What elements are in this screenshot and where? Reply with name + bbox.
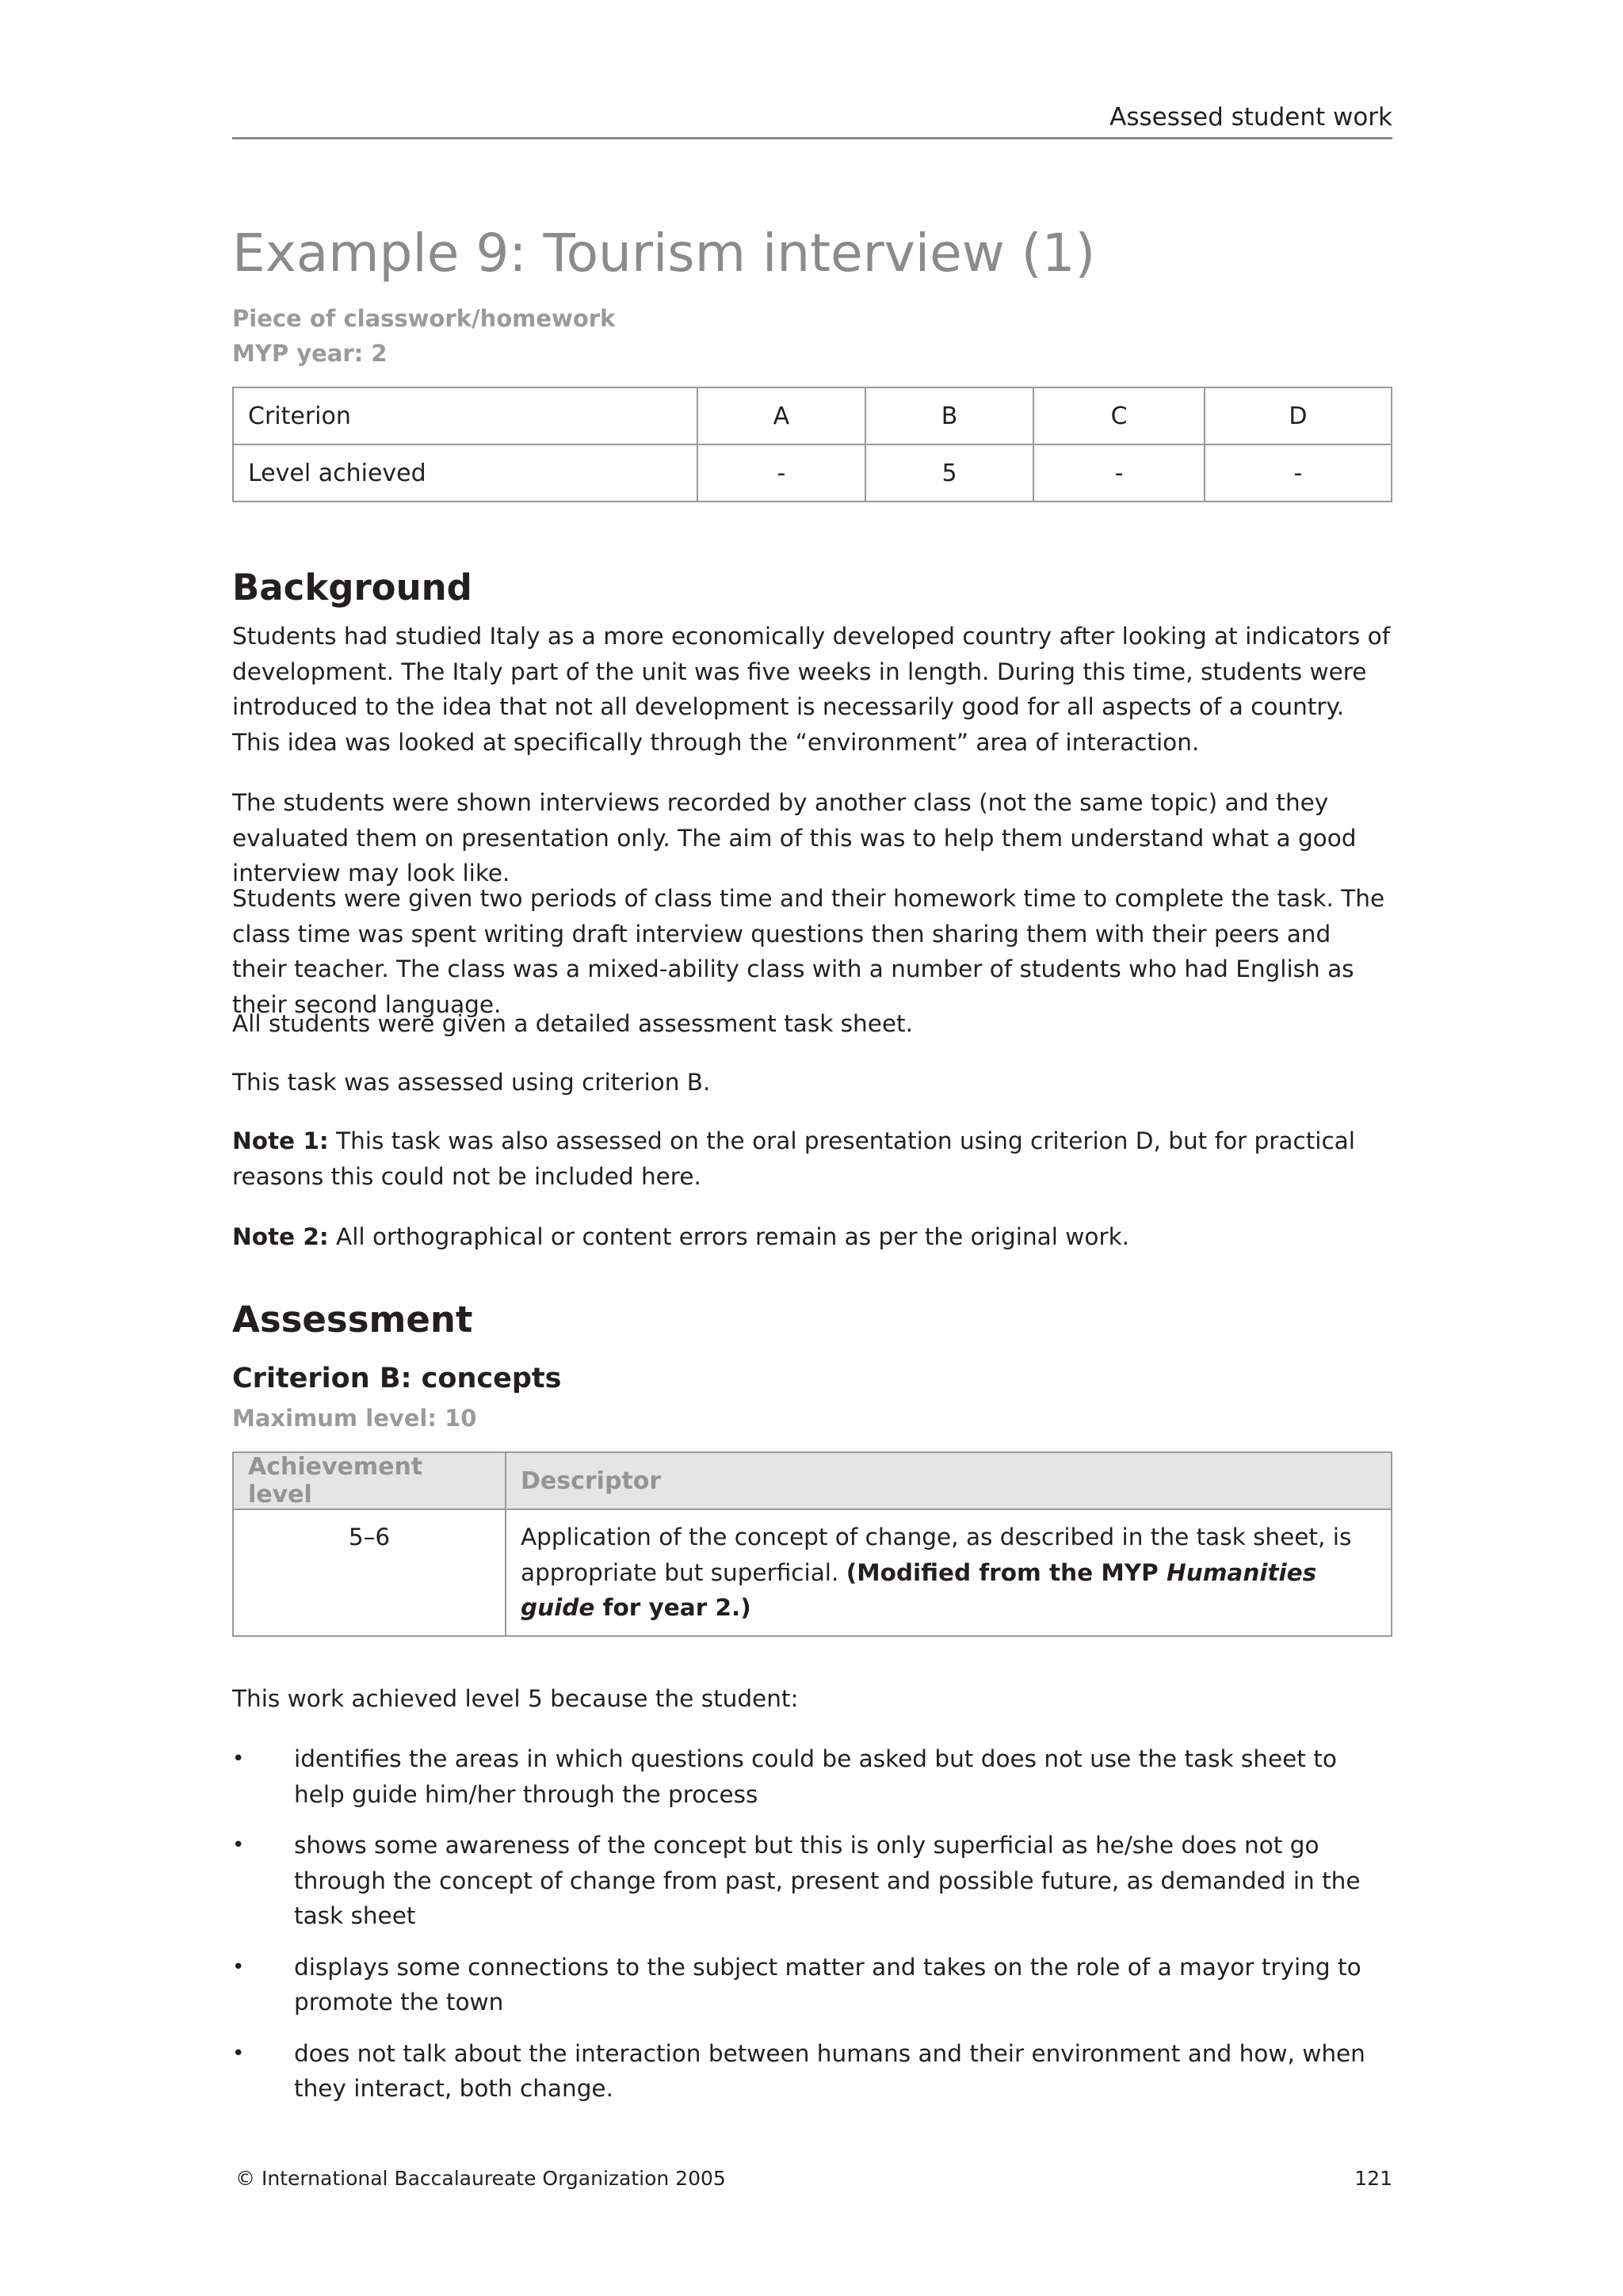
criteria-header-row [233,387,1392,444]
assessment-heading: Assessment [232,1299,473,1341]
level-achieved-row [233,444,1392,502]
bullet-text: displays some connections to the subject matter and takes on the role of a mayor trying to promote the town [294,1953,1361,2016]
bullet-icon: • [232,1747,245,1771]
criterion-b-heading: Criterion B: concepts [232,1363,562,1394]
bullet-text: does not talk about the interaction between humans and their environment and how, when they interact, both change. [294,2039,1365,2102]
bullet-icon: • [232,1833,245,1857]
level-a-value: - [697,444,865,502]
descriptor-guide-title: Humanities guide [521,1558,1317,1621]
criterion-c-header: C [1033,387,1205,444]
background-heading: Background [232,566,472,608]
bullet-text: shows some awareness of the concept but this is only superficial as he/she does not go through the concept of change from past, present and possible future, as demanded in the task sheet [294,1832,1361,1929]
descriptor-header: Descriptor [506,1452,1392,1509]
criterion-d-header: D [1205,387,1392,444]
background-paragraph-3: Students were given two periods of class time and their homework time to complete the task. The class time was spent writing draft interview questions then sharing them with their peers and their teacher. The class was a mixed-ability class with a number of students who had English as their second language. [232,885,1385,1018]
descriptor-text: Application of the concept of change, as described in the task sheet, is appropriate but superficial. [521,1524,1352,1586]
achievement-level-value: 5–6 [233,1509,506,1636]
myp-year-label: MYP year: 2 [232,340,388,367]
note-1-label: Note 1: [232,1127,329,1154]
achievement-level-header: Achievement level [233,1452,506,1509]
list-item [232,1950,1392,2020]
descriptor-header-row [233,1452,1392,1509]
note-2 [232,1219,1392,1255]
note-2-text: All orthographical or content errors remain as per the original work. [328,1223,1130,1250]
result-intro: This work achieved level 5 because the student: [232,1685,799,1712]
page-title: Example 9: Tourism interview (1) [232,223,1096,284]
descriptor-source-part-1: (Modified from the MYP [846,1558,1167,1586]
background-paragraph-4: All students were given a detailed assessment task sheet. [232,1010,913,1037]
note-1 [232,1123,1392,1194]
descriptor-source-part-2: for year 2.) [594,1594,751,1621]
level-b-value: 5 [865,444,1033,502]
background-paragraph-5: This task was assessed using criterion B. [232,1069,711,1096]
page-number: 121 [1354,2167,1392,2190]
criterion-b-header: B [865,387,1033,444]
document-page [232,0,1392,2296]
criterion-a-header: A [697,387,865,444]
background-paragraph-2: The students were shown interviews recorded by another class (not the same topic) and they evaluated them on presentation only. The aim of this was to help them understand what a good interview may look like. [232,789,1357,887]
note-2-label: Note 2: [232,1223,329,1250]
descriptor-row [233,1509,1392,1636]
maximum-level-label: Maximum level: 10 [232,1405,477,1432]
level-c-value: - [1033,444,1205,502]
piece-type-label: Piece of classwork/homework [232,305,616,332]
running-header: Assessed student work [232,101,1392,139]
criteria-table [232,387,1392,502]
descriptor-cell [506,1509,1392,1636]
criteria-row-label: Criterion [233,387,697,444]
result-bullet-list [232,1741,1392,2122]
background-paragraph-1: Students had studied Italy as a more economically developed country after looking at indicators of development. The Italy part of the unit was five weeks in length. During this time, students were introduced to the idea that not all development is necessarily good for all aspects of a country. This idea was looked at specifically through the “environment” area of interaction. [232,623,1391,756]
level-d-value: - [1205,444,1392,502]
note-1-text: This task was also assessed on the oral presentation using criterion D, but for practical reasons this could not be included here. [232,1127,1355,1190]
bullet-icon: • [232,1955,245,1979]
page-footer [232,2163,1392,2195]
descriptor-table [232,1451,1392,1637]
list-item [232,1741,1392,1812]
level-row-label: Level achieved [233,444,697,502]
list-item [232,2036,1392,2107]
bullet-text: identifies the areas in which questions could be asked but does not use the task sheet to help guide him/her through the process [294,1745,1337,1808]
copyright-notice: © International Baccalaureate Organization 2005 [235,2167,726,2190]
bullet-icon: • [232,2041,245,2065]
list-item [232,1828,1392,1934]
